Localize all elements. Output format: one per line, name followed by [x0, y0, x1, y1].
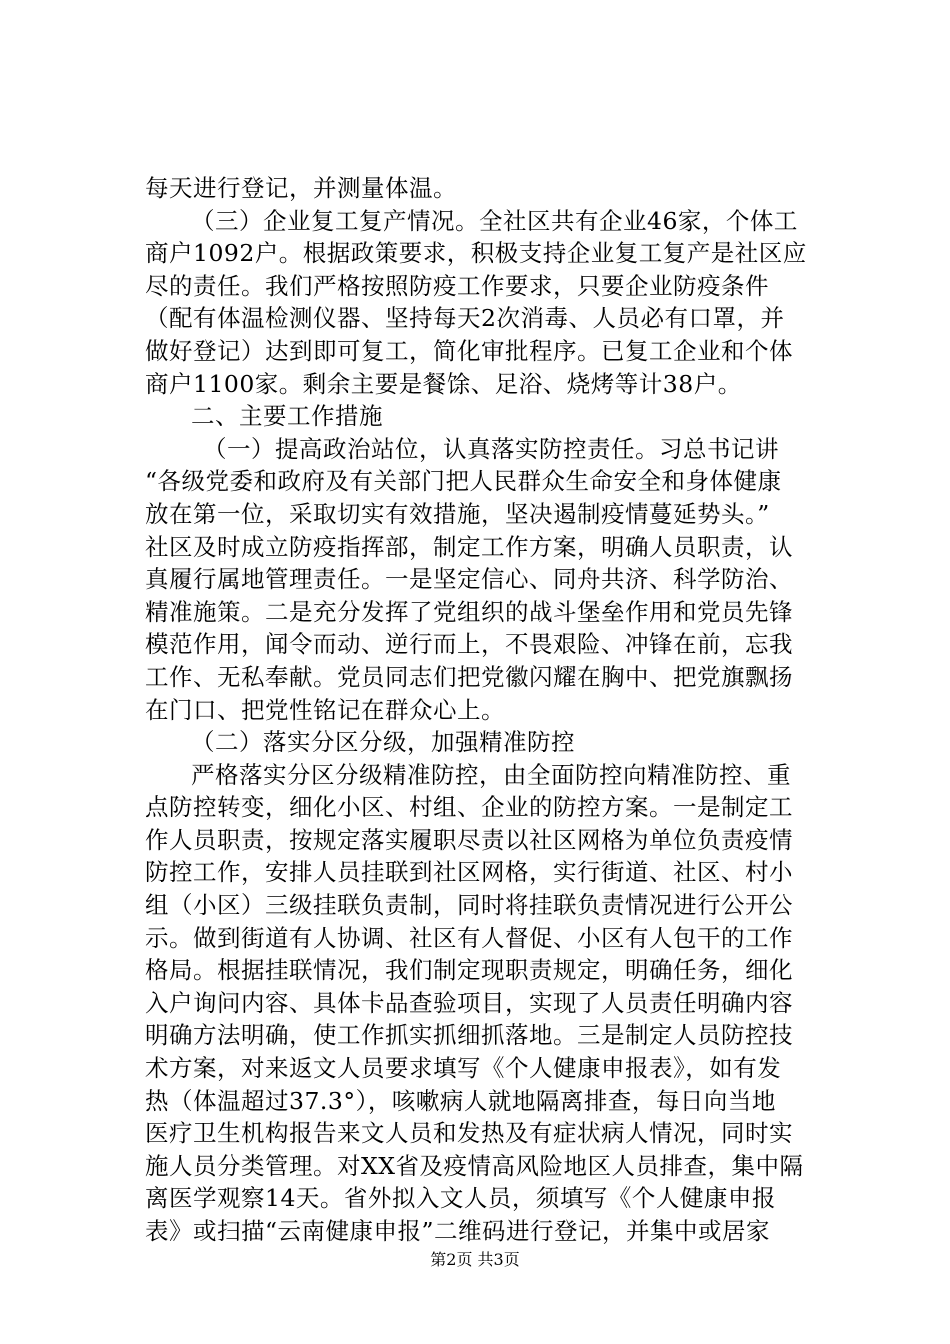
text-line-12: 社区及时成立防疫指挥部，制定工作方案，明确人员职责，认	[145, 532, 793, 561]
text-line-22: 防控工作，安排人员挂联到社区网格，实行街道、社区、村小	[145, 858, 793, 887]
text-line-25: 格局。根据挂联情况，我们制定现职责规定，明确任务，细化	[145, 956, 793, 985]
text-line-30: 医疗卫生机构报告来文人员和发热及有症状病人情况，同时实	[145, 1119, 793, 1148]
text-line-16: 工作、无私奉献。党员同志们把党徽闪耀在胸中、把党旗飘扬	[145, 662, 793, 691]
text-line-26: 入户询问内容、具体卡品查验项目，实现了人员责任明确内容	[145, 988, 793, 1017]
text-line-14: 精准施策。二是充分发挥了党组织的战斗堡垒作用和党员先锋	[145, 597, 793, 626]
text-line-17: 在门口、把党性铭记在群众心上。	[145, 695, 505, 724]
section-heading-2: 二、主要工作措施	[191, 402, 383, 431]
text-line-2: （三）企业复工复产情况。全社区共有企业46家，个体工	[191, 206, 798, 235]
text-line-1: 每天进行登记，并测量体温。	[145, 174, 457, 202]
text-line-28: 术方案，对来返文人员要求填写《个人健康申报表》，如有发	[145, 1054, 782, 1083]
subsection-heading: （二）落实分区分级，加强精准防控	[191, 728, 575, 757]
text-line-32: 离医学观察14天。省外拟入文人员，须填写《个人健康申报	[145, 1184, 776, 1213]
text-line-27: 明确方法明确，使工作抓实抓细抓落地。三是制定人员防控技	[145, 1021, 793, 1050]
text-line-19: 严格落实分区分级精准防控，由全面防控向精准防控、重	[191, 760, 791, 789]
text-line-31: 施人员分类管理。对XX省及疫情高风险地区人员排查，集中隔	[145, 1151, 804, 1180]
text-line-6: 做好登记）达到即可复工，简化审批程序。已复工企业和个体	[145, 336, 793, 365]
text-line-4: 尽的责任。我们严格按照防疫工作要求，只要企业防疫条件	[145, 271, 769, 300]
text-line-11: 放在第一位，采取切实有效措施，坚决遏制疫情蔓延势头。”	[145, 499, 770, 528]
text-line-23: 组（小区）三级挂联负责制，同时将挂联负责情况进行公开公	[145, 891, 793, 920]
text-line-3: 商户1092户。根据政策要求，积极支持企业复工复产是社区应	[145, 239, 807, 268]
text-line-20: 点防控转变，细化小区、村组、企业的防控方案。一是制定工	[145, 793, 793, 822]
text-line-24: 示。做到街道有人协调、社区有人督促、小区有人包干的工作	[145, 923, 793, 952]
page-number-footer: 第2页 共3页	[430, 1250, 520, 1269]
text-line-7: 商户1100家。剩余主要是餐馀、足浴、烧烤等计38户。	[145, 369, 742, 398]
text-line-9: （一）提高政治站位，认真落实防控责任。习总书记讲	[203, 434, 779, 463]
text-line-5: （配有体温检测仪器、坚持每天2次消毒、人员必有口罩，并	[145, 304, 785, 333]
text-line-15: 模范作用，闻令而动、逆行而上，不畏艰险、冲锋在前，忘我	[145, 630, 793, 659]
text-line-21: 作人员职责，按规定落实履职尽责以社区网格为单位负责疫情	[145, 825, 793, 854]
text-line-29: 热（体温超过37.3°），咳嗽病人就地隔离排查，每日向当地	[145, 1086, 776, 1115]
text-line-10: “各级党委和政府及有关部门把人民群众生命安全和身体健康	[145, 467, 782, 496]
text-line-13: 真履行属地管理责任。一是坚定信心、同舟共济、科学防治、	[145, 565, 793, 594]
document-body	[145, 172, 815, 1248]
text-line-33: 表》或扫描“云南健康申报”二维码进行登记，并集中或居家	[145, 1217, 771, 1245]
